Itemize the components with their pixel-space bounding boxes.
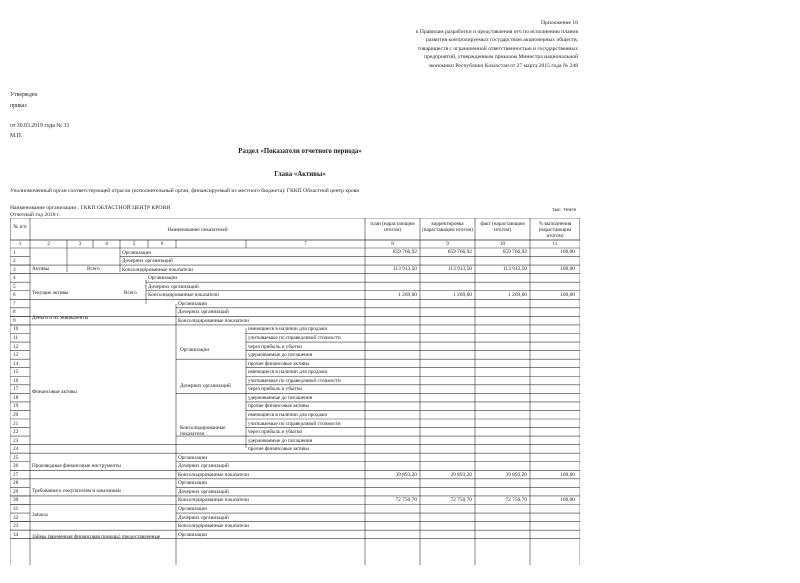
header-adjust: корректировка (нарастающим итогом) (422, 221, 473, 233)
section-title: Раздел «Показатели отчетного периода» (238, 148, 362, 155)
appendix-line: предприятий, утвержденным приказом Министра национальной (424, 54, 578, 60)
value-fact: 1 269,60 (508, 292, 527, 299)
value-pct: 100,00 (560, 266, 575, 273)
order-label: приказ (10, 103, 27, 109)
row-number: 14 (13, 360, 19, 367)
row-label: через прибыль и убытки (248, 429, 303, 436)
row-number: 13 (13, 352, 19, 359)
group-total: Всего (87, 266, 100, 272)
row-number: 27 (13, 471, 19, 478)
row-label: прочие финансовые активы (248, 403, 309, 410)
group-loans: Займы (временная финансовая помощь) предоставленные (32, 534, 161, 540)
header-num: № п/п (13, 224, 27, 230)
row-number: 20 (13, 411, 19, 418)
row-number: 11 (13, 335, 18, 341)
value-fact: 39 893,20 (505, 471, 527, 478)
row-label: учитываемые по справедливой стоимости (248, 420, 341, 427)
subgroup-consol: Консолидированные показатели (180, 425, 226, 437)
group-receivables: Требования к покупателям и заказчикам (32, 488, 121, 494)
row-number: 8 (13, 309, 16, 316)
row-label: Консолидированные показатели (148, 292, 219, 299)
group-fin-assets: Финансовые активы (32, 389, 77, 395)
row-label: Дочерних организаций (148, 283, 199, 290)
row-label: имеющиеся в наличии для продажи (248, 369, 328, 376)
row-label: удерживаемые до погашения (248, 437, 313, 444)
row-number: 6 (13, 292, 16, 299)
row-number: 24 (13, 446, 19, 453)
row-label: Консолидированные показатели (178, 497, 249, 504)
row-number: 3 (13, 266, 16, 273)
organization-name: Наименование организации : ГККП ОБЛАСТНОЙ ЦЕНТР КРОВИ (10, 205, 171, 211)
value-fact: 113 913,50 (502, 266, 527, 273)
row-number: 32 (13, 514, 19, 521)
order-date: от 30.03.2019 года № 33 (10, 123, 70, 129)
col-number: 2 (47, 241, 50, 247)
row-number: 28 (13, 480, 19, 487)
row-number: 30 (13, 497, 19, 504)
row-number: 25 (13, 454, 19, 461)
group-total-2: Всего (124, 290, 137, 296)
row-number: 12 (13, 343, 19, 350)
row-label: через прибыль и убытки (248, 343, 303, 350)
row-number: 31 (13, 506, 19, 512)
row-number: 26 (13, 463, 19, 470)
row-number: 17 (13, 386, 19, 393)
header-plan: план (нарастающим итогом) (370, 221, 415, 233)
row-label: имеющиеся в наличии для продажи (248, 411, 328, 418)
seal-label: М.П. (10, 133, 23, 139)
value-adjust: 113 913,50 (447, 266, 472, 273)
row-number: 19 (13, 403, 19, 410)
value-plan: 39 893,20 (395, 471, 417, 478)
appendix-title: Приложение 10 (540, 20, 578, 26)
row-label: Дочерних организаций (122, 258, 173, 265)
row-label: удерживаемые до погашения (248, 352, 313, 359)
group-cash: Деньги и их эквиваленты (32, 315, 89, 321)
col-number: 6 (160, 241, 164, 247)
group-assets: Активы (32, 266, 50, 272)
row-number: 34 (13, 531, 19, 538)
col-number: 3 (78, 241, 82, 247)
row-label: Консолидированные показатели (178, 471, 249, 478)
row-label: имеющиеся в наличии для продажи (248, 326, 328, 333)
header-fact: факт (нарастающим итогом) (480, 221, 525, 233)
row-label: Организации (122, 249, 152, 256)
value-adjust: 659 766,92 (447, 249, 472, 256)
row-label: учитываемые по справедливой стоимости (248, 335, 341, 341)
value-adjust: 1 269,60 (453, 292, 472, 299)
row-number: 15 (13, 369, 19, 376)
value-pct: 100,00 (560, 249, 575, 256)
col-number: 9 (446, 241, 449, 247)
assets-table (10, 218, 580, 583)
report-year: Отчетный год 2018 г. (10, 212, 61, 218)
row-label: Консолидированные показатели (178, 523, 249, 530)
row-number: 7 (13, 300, 16, 307)
row-number: 2 (13, 258, 16, 265)
value-fact: 72 750,70 (505, 497, 527, 504)
col-number: 7 (304, 241, 307, 247)
row-label: Организации (178, 531, 208, 538)
row-label: Дочерних организаций (178, 463, 229, 470)
value-pct: 100,00 (560, 497, 575, 504)
col-number: 10 (499, 241, 506, 247)
row-number: 22 (13, 429, 19, 436)
row-label: учитываемые по справедливой стоимости (248, 377, 341, 384)
appendix-line: к Правилам разработки и представления отч по исполнению планов (415, 28, 578, 35)
row-label: Дочерних организаций (178, 488, 229, 495)
row-label: Организации (148, 275, 178, 282)
chapter-title: Глава «Активы» (274, 171, 326, 178)
row-label: Дочерних организаций (178, 514, 229, 521)
value-fact: 659 766,92 (502, 249, 527, 256)
value-plan: 659 766,92 (392, 249, 417, 256)
col-number: 8 (391, 241, 394, 247)
row-label: Дочерних организаций (178, 309, 229, 316)
row-label: прочие финансовые активы (248, 446, 309, 453)
value-pct: 100,00 (560, 292, 575, 299)
row-number: 9 (13, 317, 16, 324)
row-number: 23 (13, 437, 19, 444)
appendix-line: экономики Республики Казахстан от 27 марта 2015 года № 248 (428, 62, 578, 69)
row-number: 18 (13, 394, 19, 401)
row-number: 16 (13, 377, 19, 384)
appendix-line: товариществ с ограниченной ответственностью и государственных (417, 45, 578, 52)
subgroup-subs: Дочерних организаций (180, 383, 231, 389)
row-number: 1 (13, 249, 16, 256)
row-label: Консолидированные показатели (122, 266, 193, 273)
row-number: 33 (13, 523, 19, 530)
row-label: Организации (178, 454, 208, 461)
appendix-block (370, 19, 578, 70)
row-label: Организации (178, 480, 208, 487)
row-label: Организации (178, 300, 208, 307)
header-name: Наименование показателей (167, 227, 228, 233)
row-label: Консолидированные показатели (178, 317, 249, 324)
appendix-line: развития контролируемых государством акционерных обществ, (426, 37, 578, 43)
row-number: 29 (13, 488, 19, 495)
value-adjust: 72 750,70 (450, 497, 472, 504)
row-label: прочие финансовые активы (248, 360, 309, 367)
value-plan: 1 269,60 (398, 292, 417, 299)
row-label: удерживаемые до погашения (248, 394, 313, 401)
col-number: 4 (105, 241, 108, 247)
row-label: через прибыль и убытки (248, 386, 303, 393)
header-percent: % выполнения (нарастающим итогом) (538, 221, 572, 239)
value-pct: 100,00 (560, 471, 575, 478)
group-inventory: Запасы (32, 512, 48, 518)
row-number: 21 (13, 420, 19, 427)
col-number: 1 (18, 241, 22, 247)
units-label: тыс. тенге (552, 207, 577, 213)
authorized-body: Уполномоченный орган соответствующей отрасли (исполнительный орган, финансируемый из местного бюджета): ГККП Областной центр крови (10, 188, 360, 194)
row-number: 5 (13, 283, 16, 290)
row-number: 4 (13, 275, 16, 282)
col-number: 11 (552, 241, 558, 247)
approved-label: Утвержден (10, 92, 38, 98)
col-number: 5 (132, 241, 136, 247)
subgroup-org: Организации (180, 347, 210, 353)
value-adjust: 39 893,20 (450, 471, 472, 478)
group-current-assets: Текущие активы (32, 290, 69, 296)
row-number: 10 (13, 326, 19, 333)
value-plan: 113 913,50 (392, 266, 417, 273)
group-derivatives: Производные финансовые инструменты (32, 463, 121, 469)
row-label: Организации (178, 506, 208, 512)
value-plan: 72 750,70 (395, 497, 417, 504)
